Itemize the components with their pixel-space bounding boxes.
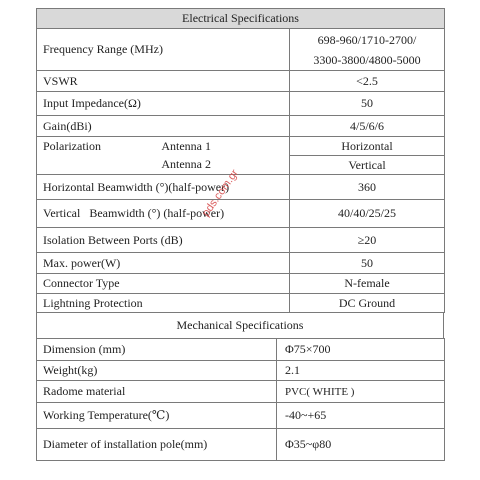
table-row (37, 274, 445, 294)
row-value (290, 29, 445, 71)
row-value: <2.5 (290, 71, 445, 92)
electrical-spec-table (36, 8, 445, 313)
table-row (37, 137, 445, 156)
row-value: Φ35~φ80 (277, 429, 445, 461)
table-row (37, 71, 445, 92)
row-value: Horizontal (290, 137, 445, 156)
row-label: Diameter of installation pole(mm) (37, 429, 277, 461)
row-label: Lightning Protection (37, 294, 290, 313)
table-row (37, 253, 445, 274)
table-row (37, 156, 445, 175)
row-label: Frequency Range (MHz) (37, 29, 290, 71)
row-label: VSWR (37, 71, 290, 92)
table-row (37, 228, 445, 253)
table-row (37, 92, 445, 116)
row-label (37, 156, 290, 175)
row-value: 40/40/25/25 (290, 200, 445, 228)
mechanical-spec-table (36, 338, 445, 461)
row-label: Gain(dBi) (37, 116, 290, 137)
electrical-title: Electrical Specifications (37, 9, 445, 29)
polarization-label: Polarization (43, 138, 101, 153)
table-row (37, 361, 445, 381)
row-label: Horizontal Beamwidth (°)(half-power) (37, 175, 290, 200)
row-value: ≥20 (290, 228, 445, 253)
value-line: 698-960/1710-2700/ (317, 32, 417, 47)
table-row (37, 381, 445, 403)
row-label: Radome material (37, 381, 277, 403)
antenna-2-label: Antenna 2 (161, 157, 211, 172)
antenna-1-label: Antenna 1 (161, 138, 211, 153)
row-label: Isolation Between Ports (dB) (37, 228, 290, 253)
row-value: -40~+65 (277, 403, 445, 429)
value-line: 3300-3800/4800-5000 (313, 52, 421, 67)
row-value: 360 (290, 175, 445, 200)
row-value: DC Ground (290, 294, 445, 313)
watermark-text: pds.com.gr (200, 167, 242, 219)
row-label: Vertical Beamwidth (°) (half-power) (37, 200, 290, 228)
mechanical-title: Mechanical Specifications (36, 313, 444, 338)
table-row (37, 116, 445, 137)
row-value: 2.1 (277, 361, 445, 381)
row-value: PVC( WHITE ) (277, 381, 445, 403)
row-value: N-female (290, 274, 445, 294)
row-label: Dimension (mm) (37, 339, 277, 361)
electrical-header-row (37, 9, 445, 29)
spec-sheet (36, 8, 444, 461)
row-label: Input Impedance(Ω) (37, 92, 290, 116)
table-row (37, 294, 445, 313)
row-label: Working Temperature(℃) (37, 403, 277, 429)
table-row (37, 403, 445, 429)
row-value: Φ75×700 (277, 339, 445, 361)
table-row (37, 429, 445, 461)
row-label: Max. power(W) (37, 253, 290, 274)
row-value: 50 (290, 92, 445, 116)
table-row (37, 200, 445, 228)
row-label (37, 137, 290, 156)
row-label: Weight(kg) (37, 361, 277, 381)
table-row (37, 29, 445, 71)
row-value: 4/5/6/6 (290, 116, 445, 137)
row-label: Connector Type (37, 274, 290, 294)
table-row (37, 339, 445, 361)
row-value: 50 (290, 253, 445, 274)
table-row (37, 175, 445, 200)
row-value: Vertical (290, 156, 445, 175)
